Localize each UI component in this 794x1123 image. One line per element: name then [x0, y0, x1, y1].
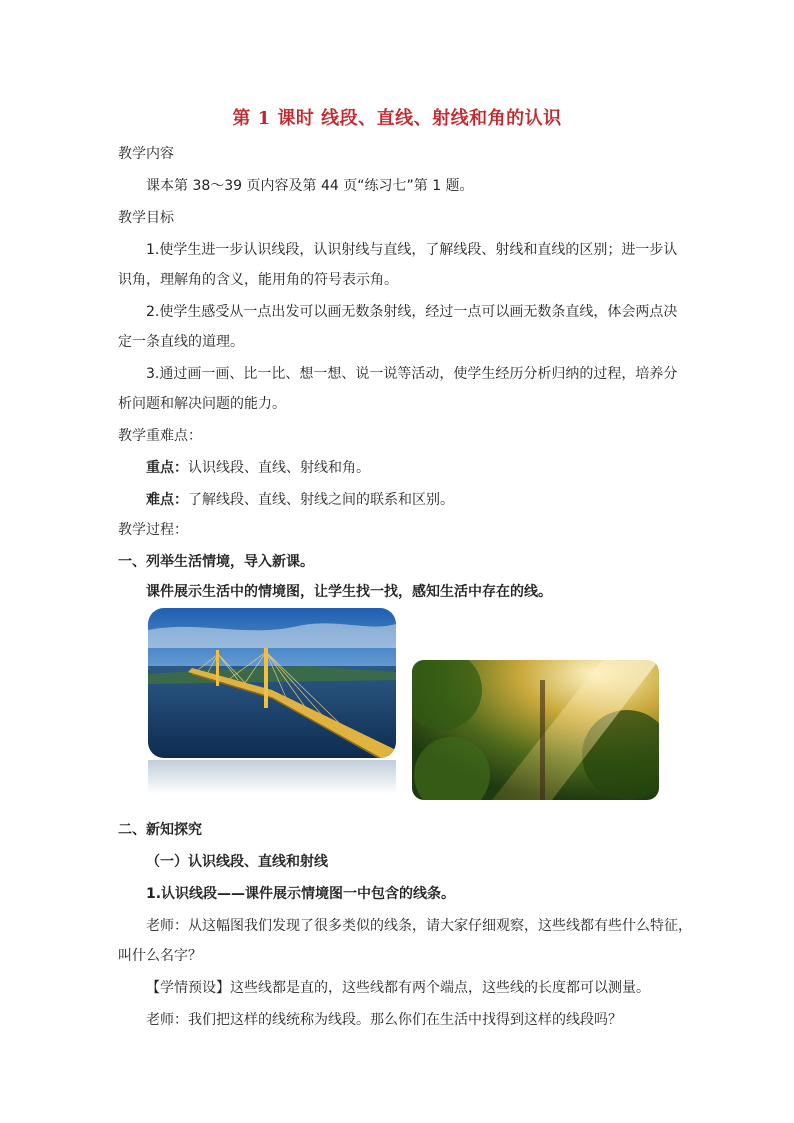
goal-3-line-2: 析问题和解决问题的能力。 [118, 396, 286, 412]
part-2-heading: 二、新知探究 [118, 822, 202, 838]
key-points-heading: 教学重难点： [118, 428, 202, 444]
content-heading: 教学内容 [118, 146, 174, 162]
process-heading: 教学过程： [118, 522, 188, 538]
part-1-heading: 一、列举生活情境，导入新课。 [118, 554, 314, 570]
goal-1-line-2: 识角，理解角的含义，能用角的符号表示角。 [118, 272, 398, 288]
page-title: 第 1 课时 线段、直线、射线和角的认识 [232, 108, 562, 129]
difficult-point-text: 了解线段、直线、射线之间的联系和区别。 [188, 492, 454, 508]
forest-sunlight-photo [412, 660, 659, 800]
preset-text: 这些线都是直的，这些线都有两个端点，这些线的长度都可以测量。 [230, 980, 650, 996]
goals-heading: 教学目标 [118, 210, 174, 226]
content-text: 课本第 38～39 页内容及第 44 页“练习七”第 1 题。 [146, 178, 474, 194]
goal-2-line-2: 定一条直线的道理。 [118, 334, 244, 350]
part-1-text: 课件展示生活中的情境图，让学生找一找，感知生活中存在的线。 [146, 584, 552, 600]
difficult-point-label: 难点： [146, 492, 188, 508]
difficult-point [146, 490, 454, 510]
bridge-photo [148, 608, 396, 794]
item-1-heading: 1.认识线段——课件展示情境图一中包含的线条。 [146, 886, 456, 902]
teacher-line-1-cont: 叫什么名字？ [118, 948, 202, 964]
preset-line [146, 978, 650, 998]
goal-1-line-1: 1.使学生进一步认识线段，认识射线与直线，了解线段、射线和直线的区别；进一步认 [146, 242, 678, 258]
teacher-line-1: 老师：从这幅图我们发现了很多类似的线条，请大家仔细观察，这些线都有些什么特征， [146, 918, 692, 934]
key-point-label: 重点： [146, 460, 188, 476]
key-point-text: 认识线段、直线、射线和角。 [188, 460, 370, 476]
goal-3-line-1: 3.通过画一画、比一比、想一想、说一说等活动，使学生经历分析归纳的过程，培养分 [146, 366, 678, 382]
goal-2-line-1: 2.使学生感受从一点出发可以画无数条射线，经过一点可以画无数条直线，体会两点决 [146, 304, 678, 320]
key-point [146, 458, 370, 478]
sub-1-heading: （一）认识线段、直线和射线 [146, 854, 328, 870]
teacher-line-2: 老师：我们把这样的线统称为线段。那么你们在生活中找得到这样的线段吗？ [146, 1012, 622, 1028]
preset-label: 【学情预设】 [146, 980, 230, 996]
